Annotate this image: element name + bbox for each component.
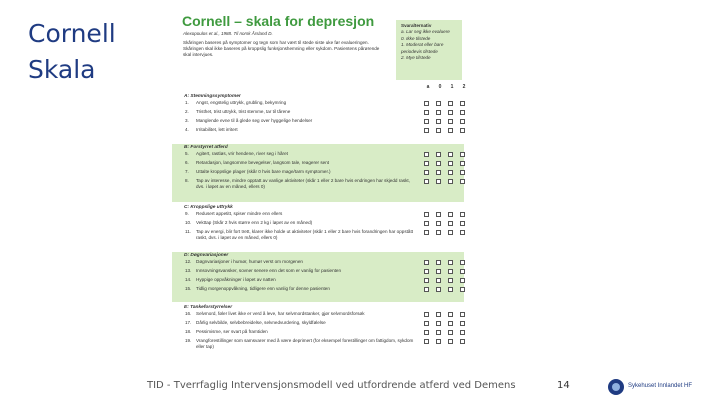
question-text: Tap av energi, blir fort trett, klarer ikke holde ut aktiviteter (skår 1 eller 2 bare hvis forandringen har oppstått raskt, dvs. i løpet av en måned, ellers 0): [196, 229, 414, 240]
answer-checkbox-2[interactable]: [460, 269, 465, 274]
question-number: 14.: [185, 277, 192, 282]
form-section: [172, 252, 464, 302]
slide-title: [28, 16, 116, 88]
question-text: Døgnvariasjoner i humør, humør verst om morgenen: [196, 259, 303, 264]
form-subtitle: Alexopoulos et al., 1988. Til norsk Årsland D.: [183, 31, 273, 36]
answer-checkbox-1[interactable]: [448, 212, 453, 217]
column-header-2: 2: [462, 84, 466, 90]
section-heading: E: Tankeforstyrrelser: [184, 305, 233, 310]
question-row: [172, 178, 464, 194]
hospital-logo: [600, 377, 706, 397]
answer-checkbox-2[interactable]: [460, 161, 465, 166]
answer-checkbox-1[interactable]: [448, 128, 453, 133]
footer-text: TID - Tverrfaglig Intervensjonsmodell ved utfordrende atferd ved Demens: [147, 380, 516, 391]
answer-checkbox-a[interactable]: [424, 179, 429, 184]
legend-item: a. Lar seg ikke evaluere: [401, 29, 450, 35]
question-number: 16.: [185, 311, 192, 316]
page-number: 14: [557, 380, 570, 391]
question-number: 8.: [185, 178, 189, 183]
answer-checkbox-0[interactable]: [436, 221, 441, 226]
question-text: Retardasjon, langsomme bevegelser, langsom tale, reagerer sent: [196, 160, 330, 165]
logo-icon: [608, 379, 624, 395]
answer-checkbox-2[interactable]: [460, 221, 465, 226]
form-title: Cornell – skala for depresjon: [182, 13, 375, 29]
answer-checkbox-1[interactable]: [448, 152, 453, 157]
answer-checkbox-0[interactable]: [436, 230, 441, 235]
column-header-0: 0: [438, 84, 442, 90]
question-row: [172, 160, 464, 169]
answer-checkbox-0[interactable]: [436, 170, 441, 175]
legend-item: 2. Mye tilstede: [401, 55, 431, 61]
question-text: Tidlig morgenoppvåkning, tidligere enn vanlig for denne pasienten: [196, 286, 330, 291]
column-header-a: a: [426, 84, 430, 90]
answer-checkbox-0[interactable]: [436, 339, 441, 344]
question-text: Redusert appetitt, spiser mindre enn ellers: [196, 211, 283, 216]
answer-checkbox-a[interactable]: [424, 152, 429, 157]
section-heading: A: Stemningssymptomer: [184, 94, 241, 99]
answer-checkbox-a[interactable]: [424, 230, 429, 235]
answer-checkbox-a[interactable]: [424, 287, 429, 292]
answer-checkbox-2[interactable]: [460, 339, 465, 344]
form-section: [172, 144, 464, 202]
question-number: 18.: [185, 329, 192, 334]
question-number: 17.: [185, 320, 192, 325]
answer-checkbox-a[interactable]: [424, 260, 429, 265]
form-section: [172, 204, 464, 250]
answer-checkbox-a[interactable]: [424, 330, 429, 335]
question-number: 13.: [185, 268, 192, 273]
answer-checkbox-1[interactable]: [448, 230, 453, 235]
answer-checkbox-1[interactable]: [448, 161, 453, 166]
question-text: Dårlig selvbilde, selvbebreidelse, selvnedvurdering, skyldfølelse: [196, 320, 326, 325]
answer-checkbox-1[interactable]: [448, 260, 453, 265]
legend-item: 1. Moderat eller bare periodevis tilstede: [401, 42, 444, 54]
answer-checkbox-2[interactable]: [460, 119, 465, 124]
question-number: 19.: [185, 338, 192, 343]
answer-checkbox-1[interactable]: [448, 339, 453, 344]
question-text: Tristhet, trist uttrykk, trist stemme, tar til tårene: [196, 109, 291, 114]
question-number: 10.: [185, 220, 192, 225]
question-row: [172, 286, 464, 295]
question-number: 2.: [185, 109, 189, 114]
answer-checkbox-1[interactable]: [448, 269, 453, 274]
answer-checkbox-2[interactable]: [460, 179, 465, 184]
answer-checkbox-0[interactable]: [436, 152, 441, 157]
question-text: Angst, engstelig uttrykk, grubling, bekymring: [196, 100, 287, 105]
answer-checkbox-a[interactable]: [424, 161, 429, 166]
answer-checkbox-0[interactable]: [436, 278, 441, 283]
question-text: Irritabilitet, lett irritert: [196, 127, 238, 132]
question-number: 15.: [185, 286, 192, 291]
answer-checkbox-0[interactable]: [436, 269, 441, 274]
question-text: Selvmord, føler livet ikke er verd å leve, har selvmordstanker, gjør selvmordsforsøk: [196, 311, 365, 316]
form-intro: Skåringen baseres på symptomer og tegn som har vært til stede siste uke før evalueringen. Skåringen skal ikke baseres på kroppslig funksjonshemning eller sykdom. Pasientens pårørende skal intervjues.: [183, 40, 380, 58]
answer-checkbox-1[interactable]: [448, 330, 453, 335]
answer-checkbox-a[interactable]: [424, 170, 429, 175]
answer-legend: [396, 20, 462, 80]
question-row: [172, 127, 464, 136]
answer-checkbox-0[interactable]: [436, 101, 441, 106]
question-text: Agitert, rastløs, vrir hendene, river seg i håret: [196, 151, 288, 156]
question-text: Hyppige oppvåkninger i løpet av natten: [196, 277, 276, 282]
answer-checkbox-0[interactable]: [436, 128, 441, 133]
question-number: 11.: [185, 229, 192, 234]
question-text: Manglende evne til å glede seg over hyggelige hendelser: [196, 118, 313, 123]
answer-checkbox-2[interactable]: [460, 110, 465, 115]
answer-checkbox-1[interactable]: [448, 221, 453, 226]
answer-checkbox-2[interactable]: [460, 230, 465, 235]
answer-checkbox-0[interactable]: [436, 110, 441, 115]
question-row: [172, 151, 464, 160]
question-number: 12.: [185, 259, 192, 264]
question-row: [172, 169, 464, 178]
answer-checkbox-2[interactable]: [460, 128, 465, 133]
question-text: Uttalte kroppslige plager (skår 0 hvis bare mage/tarm symptomer.): [196, 169, 331, 174]
answer-checkbox-a[interactable]: [424, 339, 429, 344]
question-row: [172, 268, 464, 277]
slide-title-line: Cornell: [28, 19, 116, 48]
answer-checkbox-a[interactable]: [424, 221, 429, 226]
answer-checkbox-1[interactable]: [448, 321, 453, 326]
question-row: [172, 277, 464, 286]
answer-checkbox-a[interactable]: [424, 119, 429, 124]
answer-checkbox-2[interactable]: [460, 321, 465, 326]
question-text: Vekttap (Skår 2 hvis større enn 2 kg i løpet av en måned): [196, 220, 313, 225]
question-row: [172, 229, 464, 245]
question-row: [172, 259, 464, 268]
answer-checkbox-0[interactable]: [436, 260, 441, 265]
answer-checkbox-2[interactable]: [460, 330, 465, 335]
answer-checkbox-1[interactable]: [448, 179, 453, 184]
answer-checkbox-0[interactable]: [436, 287, 441, 292]
question-row: [172, 109, 464, 118]
answer-checkbox-0[interactable]: [436, 330, 441, 335]
question-number: 5.: [185, 151, 189, 156]
answer-checkbox-1[interactable]: [448, 287, 453, 292]
form-section: [172, 304, 464, 358]
answer-checkbox-2[interactable]: [460, 278, 465, 283]
question-row: [172, 329, 464, 338]
question-text: Vrangforestillinger som samsvarer med å være deprimert (for eksempel forestillinger om fattigdom, sykdom eller tap): [196, 338, 414, 349]
answer-checkbox-0[interactable]: [436, 161, 441, 166]
answer-checkbox-1[interactable]: [448, 312, 453, 317]
answer-checkbox-2[interactable]: [460, 212, 465, 217]
answer-checkbox-2[interactable]: [460, 101, 465, 106]
question-number: 6.: [185, 160, 189, 165]
legend-item: 0. Ikke tilstede: [401, 35, 431, 41]
question-row: [172, 100, 464, 109]
question-number: 3.: [185, 118, 189, 123]
answer-checkbox-0[interactable]: [436, 321, 441, 326]
question-row: [172, 118, 464, 127]
answer-checkbox-1[interactable]: [448, 101, 453, 106]
answer-checkbox-a[interactable]: [424, 321, 429, 326]
answer-checkbox-0[interactable]: [436, 119, 441, 124]
answer-checkbox-2[interactable]: [460, 312, 465, 317]
section-heading: C: Kroppslige uttrykk: [184, 205, 233, 210]
answer-checkbox-1[interactable]: [448, 119, 453, 124]
answer-checkbox-2[interactable]: [460, 152, 465, 157]
question-text: Tap av interesse, mindre opptatt av vanlige aktiviteter (skår 1 eller 2 bare hvis endringen har skjedd raskt, dvs. i løpet av en måned, ellers 0): [196, 178, 410, 189]
question-number: 7.: [185, 169, 189, 174]
column-header-1: 1: [450, 84, 454, 90]
section-heading: B: Forstyrret atferd: [184, 145, 228, 150]
answer-checkbox-a[interactable]: [424, 110, 429, 115]
answer-checkbox-0[interactable]: [436, 212, 441, 217]
question-number: 9.: [185, 211, 189, 216]
answer-checkbox-2[interactable]: [460, 260, 465, 265]
question-row: [172, 211, 464, 220]
question-text: Innsovningsvansker, sovner senere enn det som er vanlig for pasienten: [196, 268, 342, 273]
question-row: [172, 338, 464, 354]
question-number: 4.: [185, 127, 189, 132]
question-text: Pessimisme, ser svart på framtiden: [196, 329, 268, 334]
answer-checkbox-2[interactable]: [460, 170, 465, 175]
answer-checkbox-1[interactable]: [448, 110, 453, 115]
answer-checkbox-2[interactable]: [460, 287, 465, 292]
section-heading: D: Døgnvariasjoner: [184, 253, 229, 258]
slide-title-line: Skala: [28, 55, 96, 84]
answer-checkbox-0[interactable]: [436, 179, 441, 184]
logo-text: Sykehuset Innlandet HF: [628, 383, 693, 389]
question-row: [172, 220, 464, 229]
answer-checkbox-0[interactable]: [436, 312, 441, 317]
answer-checkbox-1[interactable]: [448, 170, 453, 175]
answer-checkbox-a[interactable]: [424, 101, 429, 106]
answer-checkbox-a[interactable]: [424, 269, 429, 274]
answer-checkbox-a[interactable]: [424, 312, 429, 317]
answer-checkbox-a[interactable]: [424, 212, 429, 217]
form-section: [172, 93, 464, 142]
legend-title: Svaralternativ: [401, 23, 432, 28]
answer-checkbox-1[interactable]: [448, 278, 453, 283]
question-row: [172, 320, 464, 329]
question-number: 1.: [185, 100, 189, 105]
answer-checkbox-a[interactable]: [424, 278, 429, 283]
answer-checkbox-a[interactable]: [424, 128, 429, 133]
question-row: [172, 311, 464, 320]
